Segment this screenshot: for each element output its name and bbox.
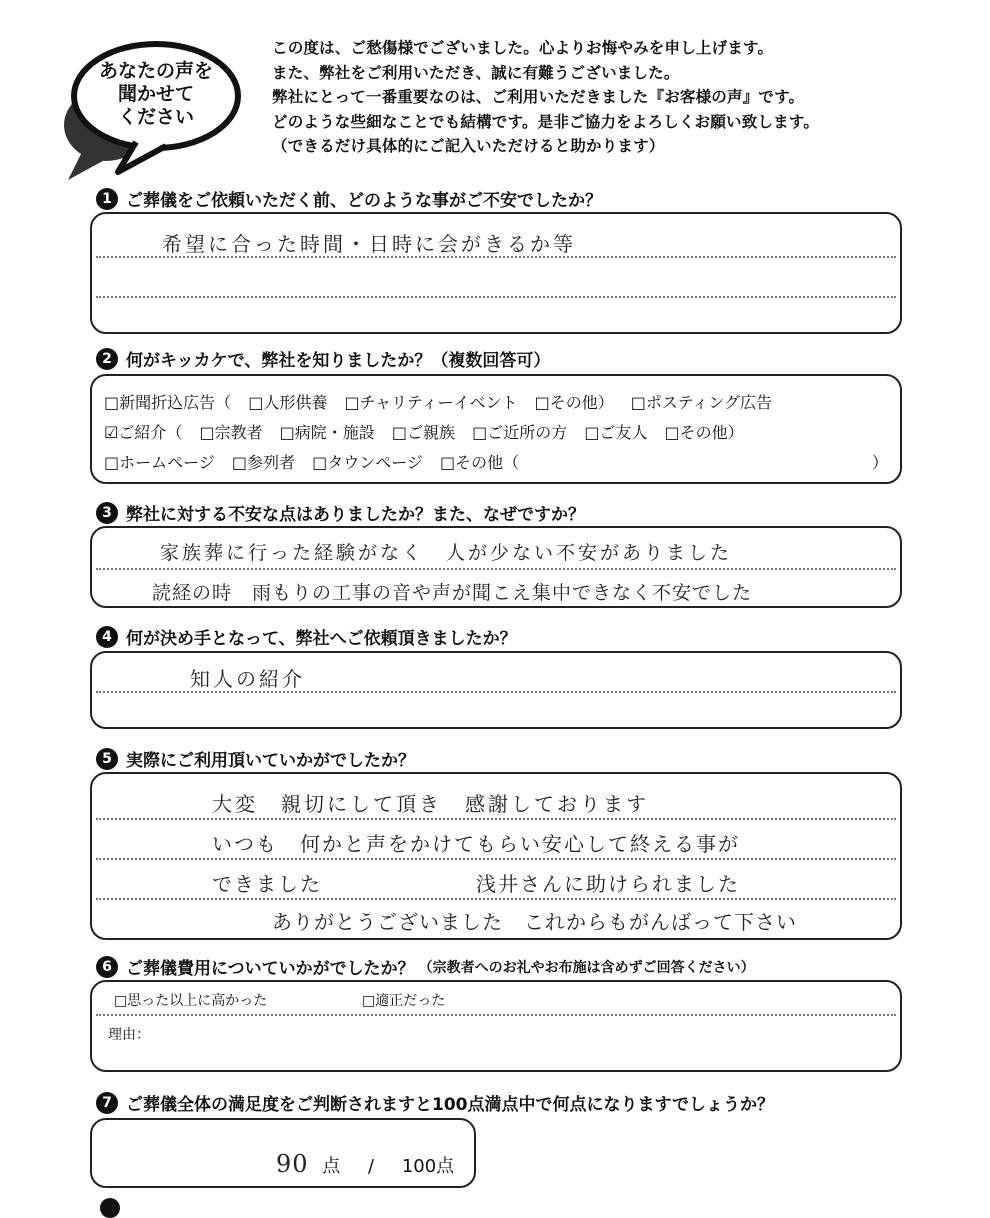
question-text: ご葬儀費用についていかがでしたか？	[126, 959, 415, 979]
question-number: 4	[96, 626, 118, 648]
answer-box-3[interactable]	[90, 526, 902, 608]
option-too-expensive[interactable]: □思った以上に高かった	[114, 993, 268, 1009]
option-religious[interactable]: □宗教者	[199, 423, 263, 442]
score-separator: /	[368, 1156, 375, 1177]
question-7	[96, 1090, 774, 1115]
question-text: 何がキッカケで、弊社を知りましたか？（複数回答可）	[126, 351, 551, 371]
bubble-line: 聞かせて	[117, 83, 194, 105]
question-5	[96, 746, 415, 771]
option-row	[104, 450, 531, 473]
intro-line: 弊社にとって一番重要なのは、ご利用いただきました『お客様の声』です。	[272, 88, 805, 106]
dotted-line	[96, 818, 896, 820]
dotted-line	[96, 858, 896, 860]
option-hospital[interactable]: □病院・施設	[279, 423, 375, 442]
dotted-line	[96, 568, 896, 570]
bracket-close: ）	[872, 453, 889, 472]
handwritten-answer: 大変 親切にして頂き 感謝しております	[212, 792, 649, 816]
option-newspaper[interactable]: □新聞折込広告（	[104, 393, 232, 412]
option-other[interactable]: □その他（	[440, 453, 520, 472]
option-friends[interactable]: □ご友人	[584, 423, 648, 442]
next-question-marker	[100, 1198, 120, 1218]
option-homepage[interactable]: □ホームページ	[104, 453, 215, 472]
answer-box-4[interactable]	[90, 651, 902, 729]
answer-box-6	[90, 980, 902, 1072]
question-text: ご葬儀全体の満足度をご判断されますと100点満点中で何点になりますでしょうか？	[126, 1095, 774, 1115]
option-reasonable[interactable]: □適正だった	[362, 993, 446, 1009]
question-text: 何が決め手となって、弊社へご依頼頂きましたか？	[126, 629, 517, 649]
answer-box-5[interactable]	[90, 772, 902, 940]
bubble-line: あなたの声を	[98, 60, 213, 82]
reason-label: 理由：	[108, 1027, 150, 1043]
option-referral-checked[interactable]: ☑ご紹介（	[104, 423, 183, 442]
question-number: 7	[96, 1092, 118, 1114]
question-text: 実際にご利用頂いていかがでしたか？	[126, 751, 415, 771]
option-relatives[interactable]: □ご親族	[391, 423, 456, 442]
intro-line: どのような些細なことでも結構です。是非ご協力をよろしくお願い致します。	[272, 112, 820, 131]
handwritten-answer: 知人の紹介	[190, 667, 305, 691]
answer-box-1[interactable]	[90, 212, 902, 334]
score-value: 90	[276, 1150, 309, 1178]
option-posting-ad[interactable]: □ポスティング広告	[630, 393, 772, 412]
handwritten-answer: ありがとうございました これからもがんばって下さい	[272, 910, 797, 934]
option-row	[104, 420, 756, 443]
handwritten-answer: いつも 何かと声をかけてもらい安心して終える事が	[212, 832, 740, 856]
question-text: ご葬儀をご依頼いただく前、どのような事がご不安でしたか？	[126, 191, 602, 211]
option-attendee[interactable]: □参列者	[231, 453, 296, 472]
option-doll-memorial[interactable]: □人形供養	[248, 393, 328, 412]
option-neighbors[interactable]: □ご近所の方	[472, 423, 568, 442]
bubble-line: ください	[117, 106, 194, 128]
score-box[interactable]	[90, 1118, 476, 1188]
score-line	[276, 1150, 454, 1178]
intro-line: また、弊社をご利用いただき、誠に有難うございました。	[272, 63, 680, 82]
score-max: 100点	[401, 1156, 455, 1177]
intro-text	[272, 36, 912, 159]
handwritten-answer: できました 浅井さんに助けられました	[212, 872, 740, 896]
question-1	[96, 186, 602, 211]
handwritten-answer: 読経の時 雨もりの工事の音や声が聞こえ集中できなく不安でした	[152, 582, 753, 604]
dotted-line	[96, 296, 896, 298]
question-number: 5	[96, 748, 118, 770]
question-4	[96, 624, 517, 649]
question-number: 6	[96, 956, 118, 978]
option-row	[104, 390, 784, 413]
question-number: 3	[96, 502, 118, 524]
question-3	[96, 500, 585, 525]
question-number: 1	[96, 188, 118, 210]
score-unit: 点	[322, 1156, 341, 1177]
option-other[interactable]: □その他）	[534, 393, 614, 412]
handwritten-answer: 家族葬に行った経験がなく 人が少ない不安がありました	[160, 542, 733, 564]
speech-bubble	[48, 30, 248, 190]
handwritten-answer: 希望に合った時間・日時に会がきるか等	[162, 232, 576, 256]
question-number: 2	[96, 348, 118, 370]
question-2	[96, 346, 550, 371]
checkbox-group-2	[90, 374, 902, 484]
question-6	[96, 954, 755, 979]
intro-line: （できるだけ具体的にご記入いただけると助かります）	[272, 137, 665, 155]
question-text: 弊社に対する不安な点はありましたか？また、なぜですか？	[126, 505, 585, 525]
dotted-line	[96, 1014, 896, 1016]
dotted-line	[96, 898, 896, 900]
option-charity-event[interactable]: □チャリティーイベント	[344, 393, 518, 412]
option-other[interactable]: □その他）	[664, 423, 744, 442]
option-townpage[interactable]: □タウンページ	[312, 453, 423, 472]
intro-line: この度は、ご愁傷様でございました。心よりお悔やみを申し上げます。	[272, 39, 774, 57]
question-note: （宗教者へのお礼やお布施は含めずご回答ください）	[418, 959, 755, 976]
